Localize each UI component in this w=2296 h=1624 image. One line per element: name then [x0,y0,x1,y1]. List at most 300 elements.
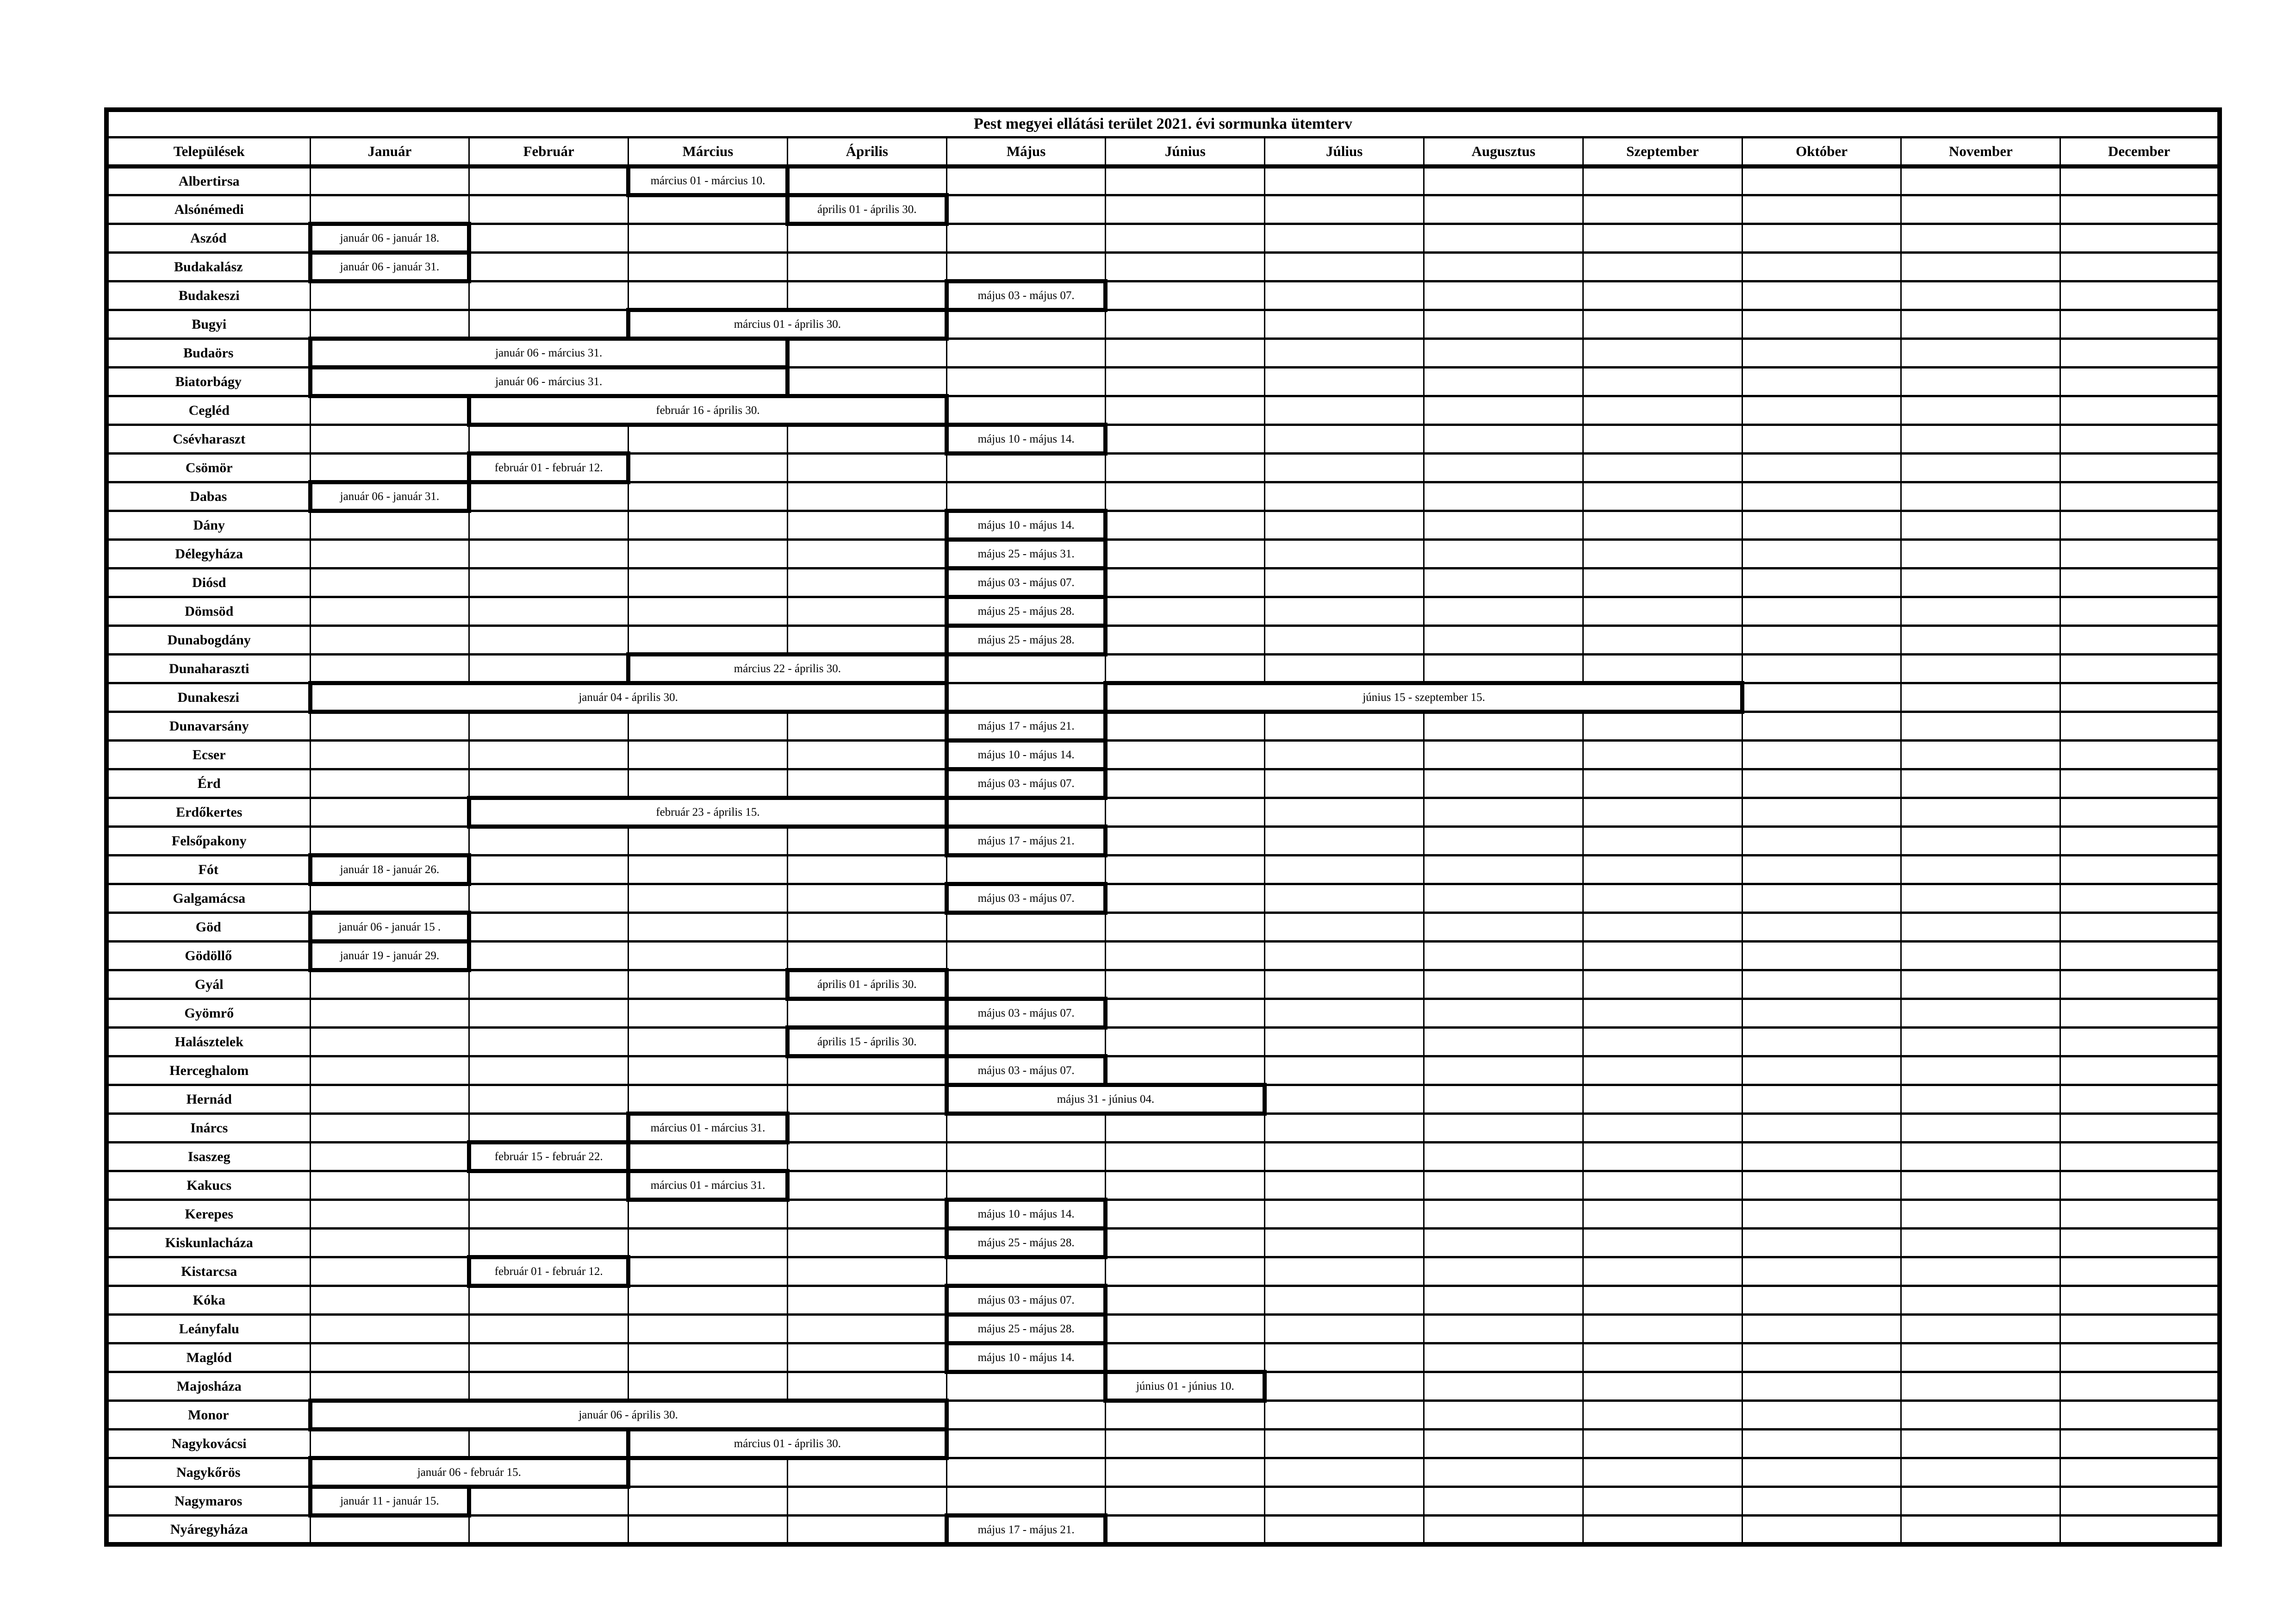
empty-cell [1265,942,1424,970]
empty-cell [310,712,469,741]
empty-cell [1424,1171,1583,1200]
empty-cell [2060,511,2220,540]
empty-cell [2060,1143,2220,1171]
settlement-name: Cegléd [106,396,310,425]
empty-cell [1106,454,1265,482]
empty-cell [469,281,628,310]
empty-cell [1583,999,1742,1028]
empty-cell [1742,712,1901,741]
empty-cell [469,1229,628,1257]
table-row [106,1085,2220,1114]
empty-cell [2060,540,2220,568]
empty-cell [1742,1056,1901,1085]
empty-cell [1901,454,2060,482]
settlement-name: Kerepes [106,1200,310,1229]
column-header-month: Január [310,137,469,167]
empty-cell [1265,913,1424,942]
empty-cell [1265,425,1424,454]
empty-cell [1583,856,1742,884]
settlement-name: Herceghalom [106,1056,310,1085]
empty-cell [787,167,946,195]
empty-cell [2060,597,2220,626]
empty-cell [628,1516,788,1545]
empty-cell [946,1430,1106,1458]
empty-cell [1106,1516,1265,1545]
schedule-bar: április 01 - április 30. [787,195,946,224]
empty-cell [2060,712,2220,741]
empty-cell [1424,1028,1583,1056]
schedule-bar: március 01 - március 31. [628,1171,788,1200]
empty-cell [946,1114,1106,1143]
empty-cell [628,1487,788,1516]
empty-cell [469,253,628,281]
empty-cell [628,1229,788,1257]
empty-cell [1265,1056,1424,1085]
empty-cell [1583,368,1742,396]
empty-cell [1424,482,1583,511]
empty-cell [1742,913,1901,942]
empty-cell [1424,884,1583,913]
empty-cell [628,999,788,1028]
empty-cell [469,1286,628,1315]
empty-cell [1106,1200,1265,1229]
empty-cell [787,1343,946,1372]
empty-cell [1901,1286,2060,1315]
empty-cell [787,1487,946,1516]
empty-cell [628,970,788,999]
empty-cell [2060,1085,2220,1114]
empty-cell [1901,368,2060,396]
empty-cell [787,568,946,597]
empty-cell [787,368,946,396]
settlement-name: Csévharaszt [106,425,310,454]
empty-cell [628,1257,788,1286]
page-title: Pest megyei ellátási terület 2021. évi sormunka ütemterv [106,110,2220,137]
empty-cell [1583,884,1742,913]
empty-cell [310,1114,469,1143]
empty-cell [1424,712,1583,741]
settlement-name: Majosháza [106,1372,310,1401]
empty-cell [1106,1430,1265,1458]
empty-cell [310,741,469,769]
table-row [106,856,2220,884]
empty-cell [310,425,469,454]
empty-cell [310,1343,469,1372]
empty-cell [1424,396,1583,425]
empty-cell [1265,511,1424,540]
empty-cell [310,396,469,425]
empty-cell [1265,1028,1424,1056]
empty-cell [1742,1114,1901,1143]
column-header-month: Augusztus [1424,137,1583,167]
settlement-name: Erdőkertes [106,798,310,827]
settlement-name: Budakeszi [106,281,310,310]
empty-cell [946,1028,1106,1056]
empty-cell [1424,1056,1583,1085]
empty-cell [1583,1114,1742,1143]
schedule-bar: január 06 - január 18. [310,224,469,253]
empty-cell [1901,1171,2060,1200]
empty-cell [1265,769,1424,798]
settlement-name: Felsőpakony [106,827,310,856]
empty-cell [2060,1200,2220,1229]
empty-cell [787,540,946,568]
empty-cell [1742,1257,1901,1286]
empty-cell [1742,1516,1901,1545]
empty-cell [1583,1315,1742,1343]
table-row [106,1171,2220,1200]
empty-cell [1901,769,2060,798]
empty-cell [787,425,946,454]
empty-cell [787,339,946,368]
empty-cell [1583,942,1742,970]
empty-cell [1742,856,1901,884]
empty-cell [1901,1143,2060,1171]
table-row [106,224,2220,253]
settlement-name: Kiskunlacháza [106,1229,310,1257]
schedule-bar: május 25 - május 28. [946,626,1106,655]
settlement-name: Gödöllő [106,942,310,970]
empty-cell [1265,827,1424,856]
empty-cell [1424,1286,1583,1315]
empty-cell [1265,856,1424,884]
empty-cell [787,1315,946,1343]
empty-cell [1265,1401,1424,1430]
empty-cell [1265,1085,1424,1114]
empty-cell [310,1200,469,1229]
table-row [106,310,2220,339]
empty-cell [1901,1114,2060,1143]
empty-cell [787,1372,946,1401]
empty-cell [1583,310,1742,339]
empty-cell [1742,1229,1901,1257]
empty-cell [1106,626,1265,655]
empty-cell [1742,827,1901,856]
empty-cell [1742,253,1901,281]
settlement-name: Bugyi [106,310,310,339]
schedule-bar: január 06 - április 30. [310,1401,946,1430]
empty-cell [1583,339,1742,368]
empty-cell [946,970,1106,999]
empty-cell [469,741,628,769]
empty-cell [2060,942,2220,970]
empty-cell [310,970,469,999]
empty-cell [2060,683,2220,712]
empty-cell [1583,224,1742,253]
empty-cell [1901,655,2060,683]
empty-cell [1265,1143,1424,1171]
empty-cell [1265,454,1424,482]
empty-cell [1901,281,2060,310]
empty-cell [310,195,469,224]
schedule-bar: február 23 - április 15. [469,798,946,827]
empty-cell [1265,396,1424,425]
table-row [106,884,2220,913]
empty-cell [1106,1257,1265,1286]
empty-cell [1901,1028,2060,1056]
table-row [106,798,2220,827]
empty-cell [469,1315,628,1343]
empty-cell [628,1056,788,1085]
empty-cell [1583,827,1742,856]
empty-cell [1106,482,1265,511]
table-row [106,1315,2220,1343]
empty-cell [1901,1401,2060,1430]
empty-cell [310,626,469,655]
empty-cell [1583,511,1742,540]
empty-cell [2060,310,2220,339]
empty-cell [1424,798,1583,827]
empty-cell [1265,195,1424,224]
table-row [106,368,2220,396]
empty-cell [1742,1143,1901,1171]
empty-cell [1583,1056,1742,1085]
empty-cell [1742,798,1901,827]
schedule-bar: február 15 - február 22. [469,1143,628,1171]
empty-cell [310,568,469,597]
empty-cell [1265,970,1424,999]
empty-cell [1901,568,2060,597]
empty-cell [1583,454,1742,482]
empty-cell [1742,1028,1901,1056]
empty-cell [1742,281,1901,310]
empty-cell [2060,281,2220,310]
column-header-month: Október [1742,137,1901,167]
column-header-month: Szeptember [1583,137,1742,167]
empty-cell [2060,798,2220,827]
schedule-bar: április 01 - április 30. [787,970,946,999]
empty-cell [1583,1171,1742,1200]
empty-cell [1742,1286,1901,1315]
table-row [106,1200,2220,1229]
empty-cell [310,827,469,856]
empty-cell [1265,540,1424,568]
empty-cell [2060,568,2220,597]
empty-cell [1901,167,2060,195]
empty-cell [2060,1257,2220,1286]
empty-cell [1742,482,1901,511]
table-row [106,1286,2220,1315]
settlement-name: Budakalász [106,253,310,281]
table-row [106,1028,2220,1056]
empty-cell [1901,1257,2060,1286]
empty-cell [469,999,628,1028]
empty-cell [1742,741,1901,769]
empty-cell [787,281,946,310]
schedule-bar: május 10 - május 14. [946,425,1106,454]
empty-cell [1106,1143,1265,1171]
empty-cell [1424,310,1583,339]
empty-cell [1742,683,1901,712]
empty-cell [787,253,946,281]
empty-cell [310,798,469,827]
empty-cell [1106,568,1265,597]
empty-cell [469,1516,628,1545]
empty-cell [628,568,788,597]
schedule-bar: május 17 - május 21. [946,712,1106,741]
empty-cell [628,942,788,970]
empty-cell [946,310,1106,339]
empty-cell [1424,368,1583,396]
schedule-bar: május 25 - május 28. [946,597,1106,626]
empty-cell [1106,798,1265,827]
empty-cell [1106,913,1265,942]
empty-cell [469,884,628,913]
empty-cell [310,310,469,339]
settlement-name: Dunaharaszti [106,655,310,683]
table-row [106,1401,2220,1430]
column-header-month: Június [1106,137,1265,167]
empty-cell [469,511,628,540]
empty-cell [1265,1315,1424,1343]
empty-cell [1742,1171,1901,1200]
empty-cell [1583,1286,1742,1315]
empty-cell [2060,827,2220,856]
empty-cell [1901,482,2060,511]
empty-cell [310,597,469,626]
empty-cell [1901,1516,2060,1545]
empty-cell [1583,1430,1742,1458]
empty-cell [2060,1286,2220,1315]
schedule-bar: január 06 - február 15. [310,1458,628,1487]
empty-cell [787,224,946,253]
column-header-month: Május [946,137,1106,167]
table-row [106,1516,2220,1545]
empty-cell [946,655,1106,683]
empty-cell [1583,913,1742,942]
empty-cell [1265,1114,1424,1143]
empty-cell [628,195,788,224]
empty-cell [787,999,946,1028]
table-row [106,999,2220,1028]
empty-cell [2060,1343,2220,1372]
empty-cell [787,1286,946,1315]
empty-cell [628,884,788,913]
settlement-name: Érd [106,769,310,798]
empty-cell [2060,884,2220,913]
empty-cell [310,167,469,195]
table-row [106,970,2220,999]
empty-cell [1106,1114,1265,1143]
empty-cell [1742,655,1901,683]
empty-cell [787,1229,946,1257]
empty-cell [1901,626,2060,655]
empty-cell [469,1028,628,1056]
empty-cell [1106,253,1265,281]
empty-cell [1424,167,1583,195]
empty-cell [787,1114,946,1143]
empty-cell [1106,999,1265,1028]
empty-cell [628,856,788,884]
empty-cell [1424,1372,1583,1401]
empty-cell [310,1171,469,1200]
empty-cell [310,1430,469,1458]
empty-cell [310,281,469,310]
settlement-name: Dömsöd [106,597,310,626]
empty-cell [1106,281,1265,310]
empty-cell [2060,741,2220,769]
empty-cell [628,1286,788,1315]
schedule-bar: május 17 - május 21. [946,827,1106,856]
empty-cell [1742,942,1901,970]
settlement-name: Budaörs [106,339,310,368]
table-row [106,1257,2220,1286]
empty-cell [1742,368,1901,396]
empty-cell [946,1143,1106,1171]
settlement-name: Nagykőrös [106,1458,310,1487]
empty-cell [1742,224,1901,253]
empty-cell [469,195,628,224]
empty-cell [1424,856,1583,884]
empty-cell [469,856,628,884]
empty-cell [469,1487,628,1516]
header-row [106,137,2220,167]
empty-cell [2060,913,2220,942]
empty-cell [1424,253,1583,281]
empty-cell [1265,167,1424,195]
empty-cell [787,884,946,913]
empty-cell [1424,1085,1583,1114]
empty-cell [1424,568,1583,597]
schedule-bar: május 10 - május 14. [946,1200,1106,1229]
empty-cell [1265,568,1424,597]
empty-cell [1424,1343,1583,1372]
settlement-name: Monor [106,1401,310,1430]
empty-cell [787,626,946,655]
empty-cell [1901,253,2060,281]
settlement-name: Gyál [106,970,310,999]
settlement-name: Csömör [106,454,310,482]
settlement-name: Halásztelek [106,1028,310,1056]
empty-cell [2060,1114,2220,1143]
empty-cell [1106,396,1265,425]
empty-cell [787,1257,946,1286]
empty-cell [1901,540,2060,568]
empty-cell [469,1056,628,1085]
schedule-bar: január 06 - január 15 . [310,913,469,942]
settlement-name: Nagymaros [106,1487,310,1516]
table-row [106,769,2220,798]
empty-cell [1901,396,2060,425]
empty-cell [1424,970,1583,999]
empty-cell [2060,1458,2220,1487]
empty-cell [2060,1028,2220,1056]
table-row [106,712,2220,741]
empty-cell [946,798,1106,827]
empty-cell [1106,339,1265,368]
empty-cell [1742,1401,1901,1430]
empty-cell [2060,655,2220,683]
empty-cell [310,540,469,568]
empty-cell [2060,425,2220,454]
settlement-name: Galgamácsa [106,884,310,913]
empty-cell [1424,1114,1583,1143]
empty-cell [787,913,946,942]
column-header-month: Július [1265,137,1424,167]
empty-cell [628,281,788,310]
empty-cell [1106,1315,1265,1343]
empty-cell [787,942,946,970]
empty-cell [469,1343,628,1372]
column-header-month: November [1901,137,2060,167]
empty-cell [1901,1487,2060,1516]
empty-cell [628,1343,788,1372]
empty-cell [2060,1516,2220,1545]
empty-cell [1901,913,2060,942]
empty-cell [946,339,1106,368]
settlement-name: Albertirsa [106,167,310,195]
empty-cell [310,1229,469,1257]
